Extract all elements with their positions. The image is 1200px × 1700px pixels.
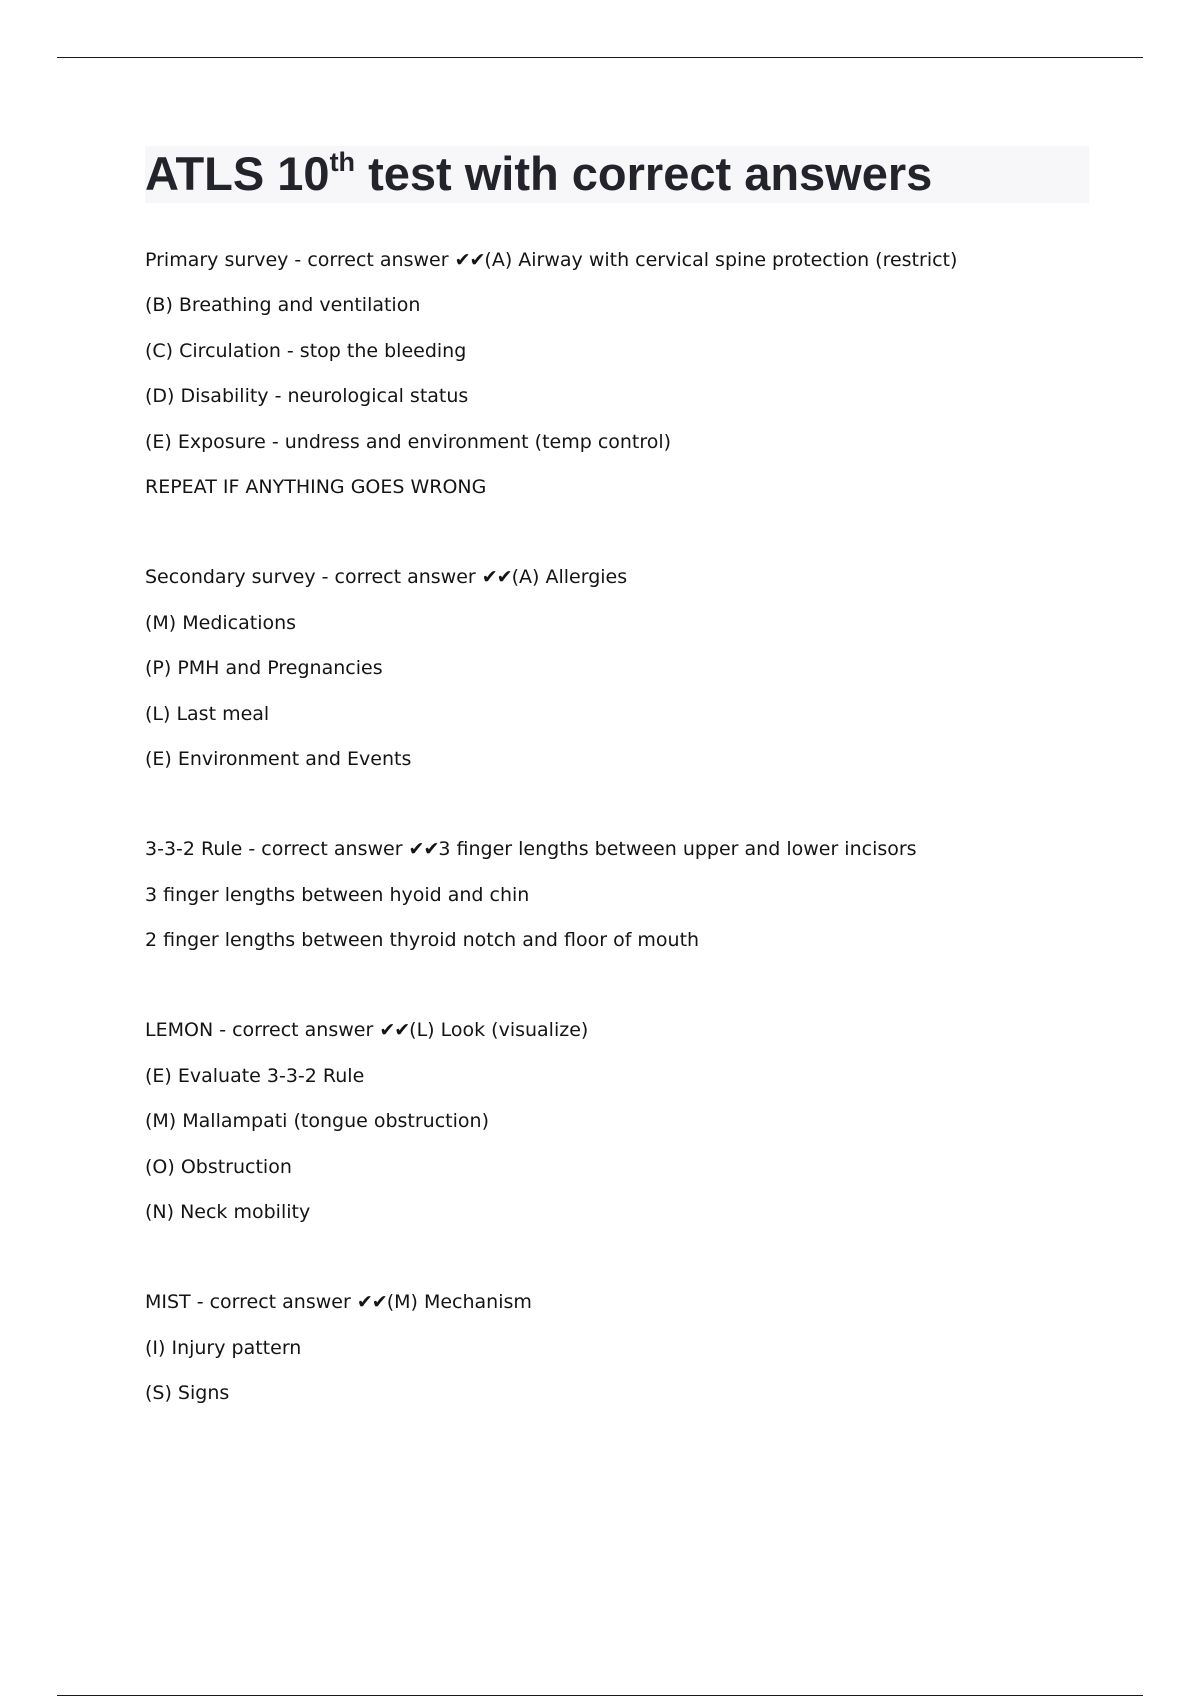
qa-answer-line: 3 finger lengths between hyoid and chin: [145, 883, 530, 906]
check-icon: ✔✔: [379, 1019, 410, 1042]
qa-item-primary-survey: [145, 238, 1105, 510]
bottom-divider: [57, 1695, 1143, 1696]
qa-answer-line: (M) Medications: [145, 611, 297, 634]
qa-answer-line: (E) Evaluate 3-3-2 Rule: [145, 1064, 365, 1087]
qa-question-line: [145, 1280, 1105, 1325]
qa-item-3-3-2-rule: [145, 827, 1105, 963]
qa-answer-line: 2 finger lengths between thyroid notch and floor of mouth: [145, 929, 700, 952]
check-icon: ✔✔: [408, 838, 439, 861]
qa-term: 3-3-2 Rule - correct answer: [145, 838, 409, 861]
qa-question-line: [145, 1008, 1105, 1053]
qa-answer-line: REPEAT IF ANYTHING GOES WRONG: [145, 475, 487, 498]
qa-answer-line: (D) Disability - neurological status: [145, 385, 469, 408]
qa-answer-line: (N) Neck mobility: [145, 1201, 311, 1224]
document-title: [145, 143, 932, 205]
qa-first-answer: (M) Mechanism: [386, 1291, 532, 1314]
qa-term: LEMON - correct answer: [145, 1019, 380, 1042]
qa-item-secondary-survey: [145, 555, 1105, 782]
check-icon: ✔✔: [481, 566, 512, 589]
qa-answer-line: (O) Obstruction: [145, 1155, 292, 1178]
qa-question-line: [145, 238, 1105, 283]
qa-answer-line: (B) Breathing and ventilation: [145, 294, 421, 317]
qa-content: [145, 238, 1105, 1462]
qa-term: Secondary survey - correct answer: [145, 566, 482, 589]
qa-answer-line: (M) Mallampati (tongue obstruction): [145, 1110, 489, 1133]
qa-first-answer: (A) Allergies: [511, 566, 628, 589]
qa-first-answer: (A) Airway with cervical spine protection (restrict): [484, 249, 958, 271]
title-rest: test with correct answers: [355, 147, 933, 200]
qa-question-line: [145, 827, 1105, 872]
title-superscript: th: [329, 147, 356, 178]
check-icon: ✔✔: [356, 1291, 387, 1314]
top-divider: [57, 57, 1143, 58]
qa-question-line: [145, 555, 1105, 600]
qa-item-lemon: [145, 1008, 1105, 1235]
qa-item-mist: [145, 1280, 1105, 1416]
qa-first-answer: 3 finger lengths between upper and lower incisors: [438, 838, 917, 861]
title-main: ATLS 10: [145, 147, 330, 200]
check-icon: ✔✔: [454, 249, 485, 271]
qa-answer-line: (E) Exposure - undress and environment (temp control): [145, 430, 672, 453]
qa-answer-line: (L) Last meal: [145, 702, 270, 725]
qa-first-answer: (L) Look (visualize): [409, 1019, 589, 1042]
qa-answer-line: (I) Injury pattern: [145, 1336, 302, 1359]
qa-answer-line: (E) Environment and Events: [145, 747, 412, 770]
qa-term: MIST - correct answer: [145, 1291, 357, 1314]
qa-answer-line: (C) Circulation - stop the bleeding: [145, 339, 467, 362]
qa-term: Primary survey - correct answer: [145, 249, 455, 271]
qa-answer-line: (S) Signs: [145, 1382, 230, 1405]
qa-answer-line: (P) PMH and Pregnancies: [145, 657, 383, 680]
